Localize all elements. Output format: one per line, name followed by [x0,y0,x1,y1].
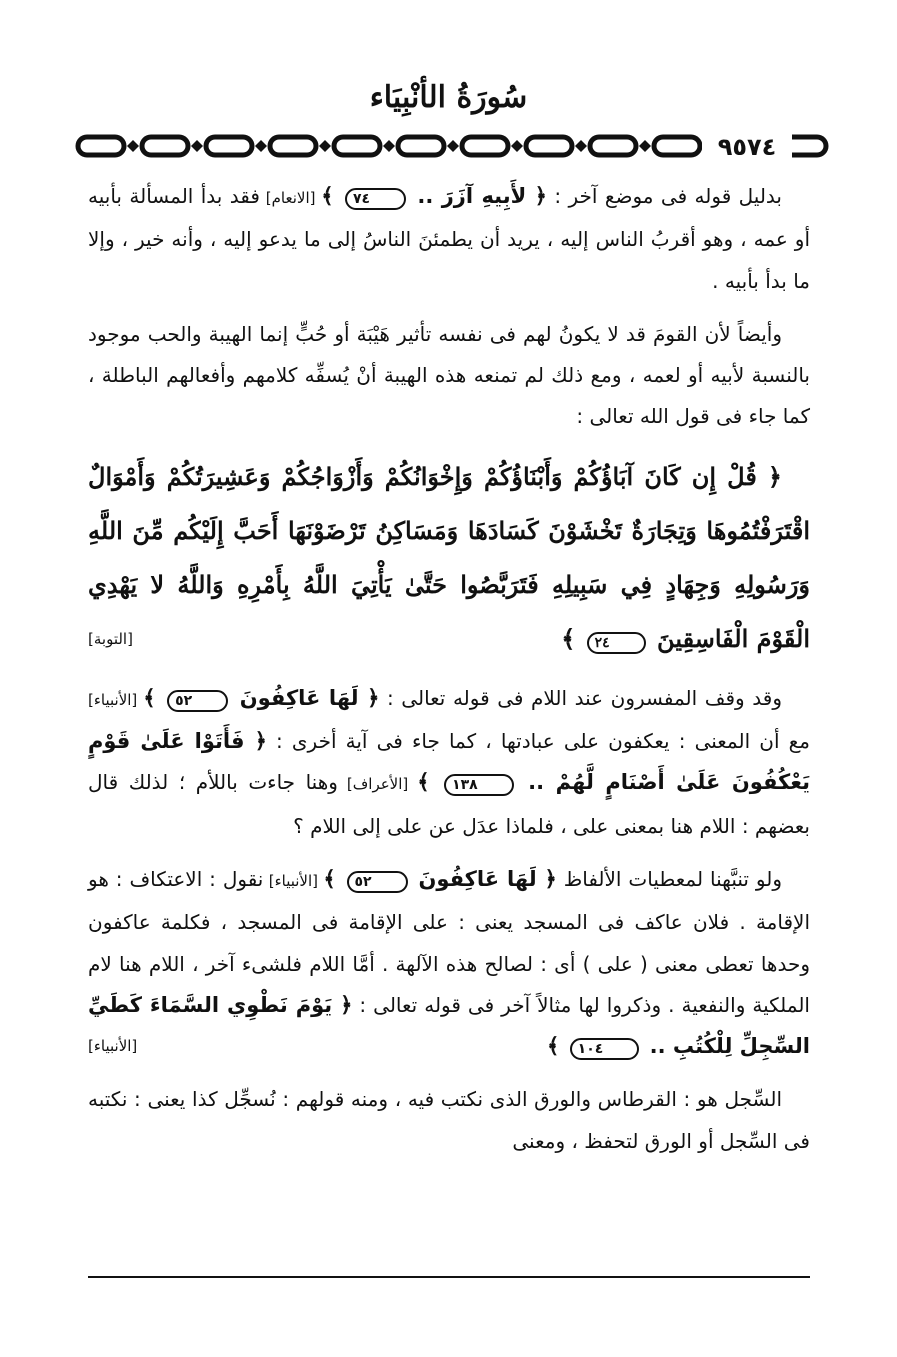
footer-divider [88,1276,810,1278]
quran-quote: ﴿ لَهَا عَاكِفُونَ [410,866,557,891]
ayah-number: ١٣٨ [444,774,514,796]
surah-reference: [التوبة] [88,629,133,648]
ayah-number: ٧٤ [345,188,406,210]
quote-close-bracket: ﴾ [143,685,165,710]
ayah-number: ١٠٤ [570,1038,640,1060]
paragraph-2: وأيضاً لأن القومَ قد لا يكونُ لهم فى نفسه تأثير هَيْبَة أو حُبٍّ إنما الهيبة والحب موجود بالنسبة لأبيه أو لعمه ، ومع ذلك لم تمنعه هذه الهيبة أنْ يُسفِّه كلامهم وأفعالهم الباطلة ، كما جاء فى قول الله تعالى : [88,321,810,429]
ayah-number: ٢٤ [587,632,646,654]
surah-title: سُورَةُ الأنْبِيَاء [369,80,528,115]
quran-quote: ﴿ قُلْ إِن كَانَ آبَاؤُكُمْ وَأَبْنَاؤُكُمْ وَإِخْوَانُكُمْ وَأَزْوَاجُكُمْ وَعَشِيرَتُكُمْ وَأَمْوَالٌ اقْتَرَفْتُمُوهَا وَتِجَارَةٌ تَخْشَوْنَ كَسَادَهَا وَمَسَاكِنُ تَرْضَوْنَهَا أَحَبَّ إِلَيْكُم مِّنَ اللَّهِ وَرَسُولِهِ وَجِهَادٍ فِي سَبِيلِهِ فَتَرَبَّصُوا حَتَّىٰ يَأْتِيَ اللَّهُ بِأَمْرِهِ وَاللَّهُ لا يَهْدِي الْقَوْمَ الْفَاسِقِينَ [88,461,810,653]
paragraph-text: نقول : الاعتكاف : هو الإقامة . فلان عاكف فى المسجد يعنى : على الإقامة فى المسجد ، فكلمة عاكفون وحدها تعطى معنى ( على ) أى : لصالح هذه الآلهة . أمَّا اللام فلشىء آخر ، اللام هنا لام الملكية والنفعية . وذكروا لها مثالاً آخر فى قوله تعالى : [88,866,810,1017]
paragraph-4 [88,859,810,1067]
paragraph-text: مع أن المعنى : يعكفون على عبادتها ، كما جاء فى آية أخرى : [266,729,810,754]
paragraph-text: وهنا جاءت باللأم ؛ لذلك قال بعضهم : اللام هنا بمعنى على ، فلماذا عدَل عن على إلى اللام ؟ [88,770,810,838]
paragraph-1 [88,176,810,302]
surah-reference: [الأعراف] [337,775,418,794]
quran-verse-block [88,450,810,666]
paragraph-text: ولو تنبَّهنا لمعطيات الألفاظ [556,866,782,891]
ayah-number: ٥٢ [347,871,408,893]
body-text [88,176,810,1174]
paragraph-5: السِّجل هو : القرطاس والورق الذى نكتب فيه ، ومنه قولهم : نُسجِّل كذا يعنى : نكتبه فى السِّجل أو الورق لتحفظ ، ومعنى [88,1087,810,1153]
surah-reference: [الانعام] [259,189,322,207]
paragraph-text: بدليل قوله فى موضع آخر : [546,184,782,208]
quote-close-bracket: ﴾ [417,770,442,795]
quote-close-bracket: ﴾ [321,184,342,208]
quote-close-bracket: ﴾ [323,866,344,891]
quote-close-bracket: ﴾ [561,623,584,653]
paragraph-text: فقد بدأ المسألة بأبيه أو عمه ، وهو أقربُ الناس إليه ، يريد أن يطمئنَ الناسُ إلى ما يدعو إليه ، وأنه خير ، وإلا ما بدأ بأبيه . [88,184,810,293]
surah-reference: [الأنبياء] [88,1037,138,1056]
page-number: ٩٥٧٤ [702,132,792,162]
surah-reference: [الأنبياء] [88,690,144,709]
paragraph-text: وقد وقف المفسرون عند اللام فى قوله تعالى : [379,685,782,710]
quran-quote: ﴿ لَهَا عَاكِفُونَ [231,685,380,710]
quran-quote: ﴿ فَأَتَوْا عَلَىٰ قَوْمٍ يَعْكُفُونَ عَلَىٰ أَصْنَامٍ لَّهُمْ .. [88,729,811,795]
quran-quote: ﴿ لأَبِيهِ آزَرَ .. [409,184,547,208]
quran-quote: ﴿ يَوْمَ نَطْوِي السَّمَاءَ كَطَيِّ السِّجِلِّ لِلْكُتُبِ .. [88,992,810,1059]
ayah-number: ٥٢ [167,690,228,712]
quote-close-bracket: ﴾ [547,1034,567,1059]
paragraph-3 [88,678,810,847]
surah-reference: [الأنبياء] [263,871,324,890]
